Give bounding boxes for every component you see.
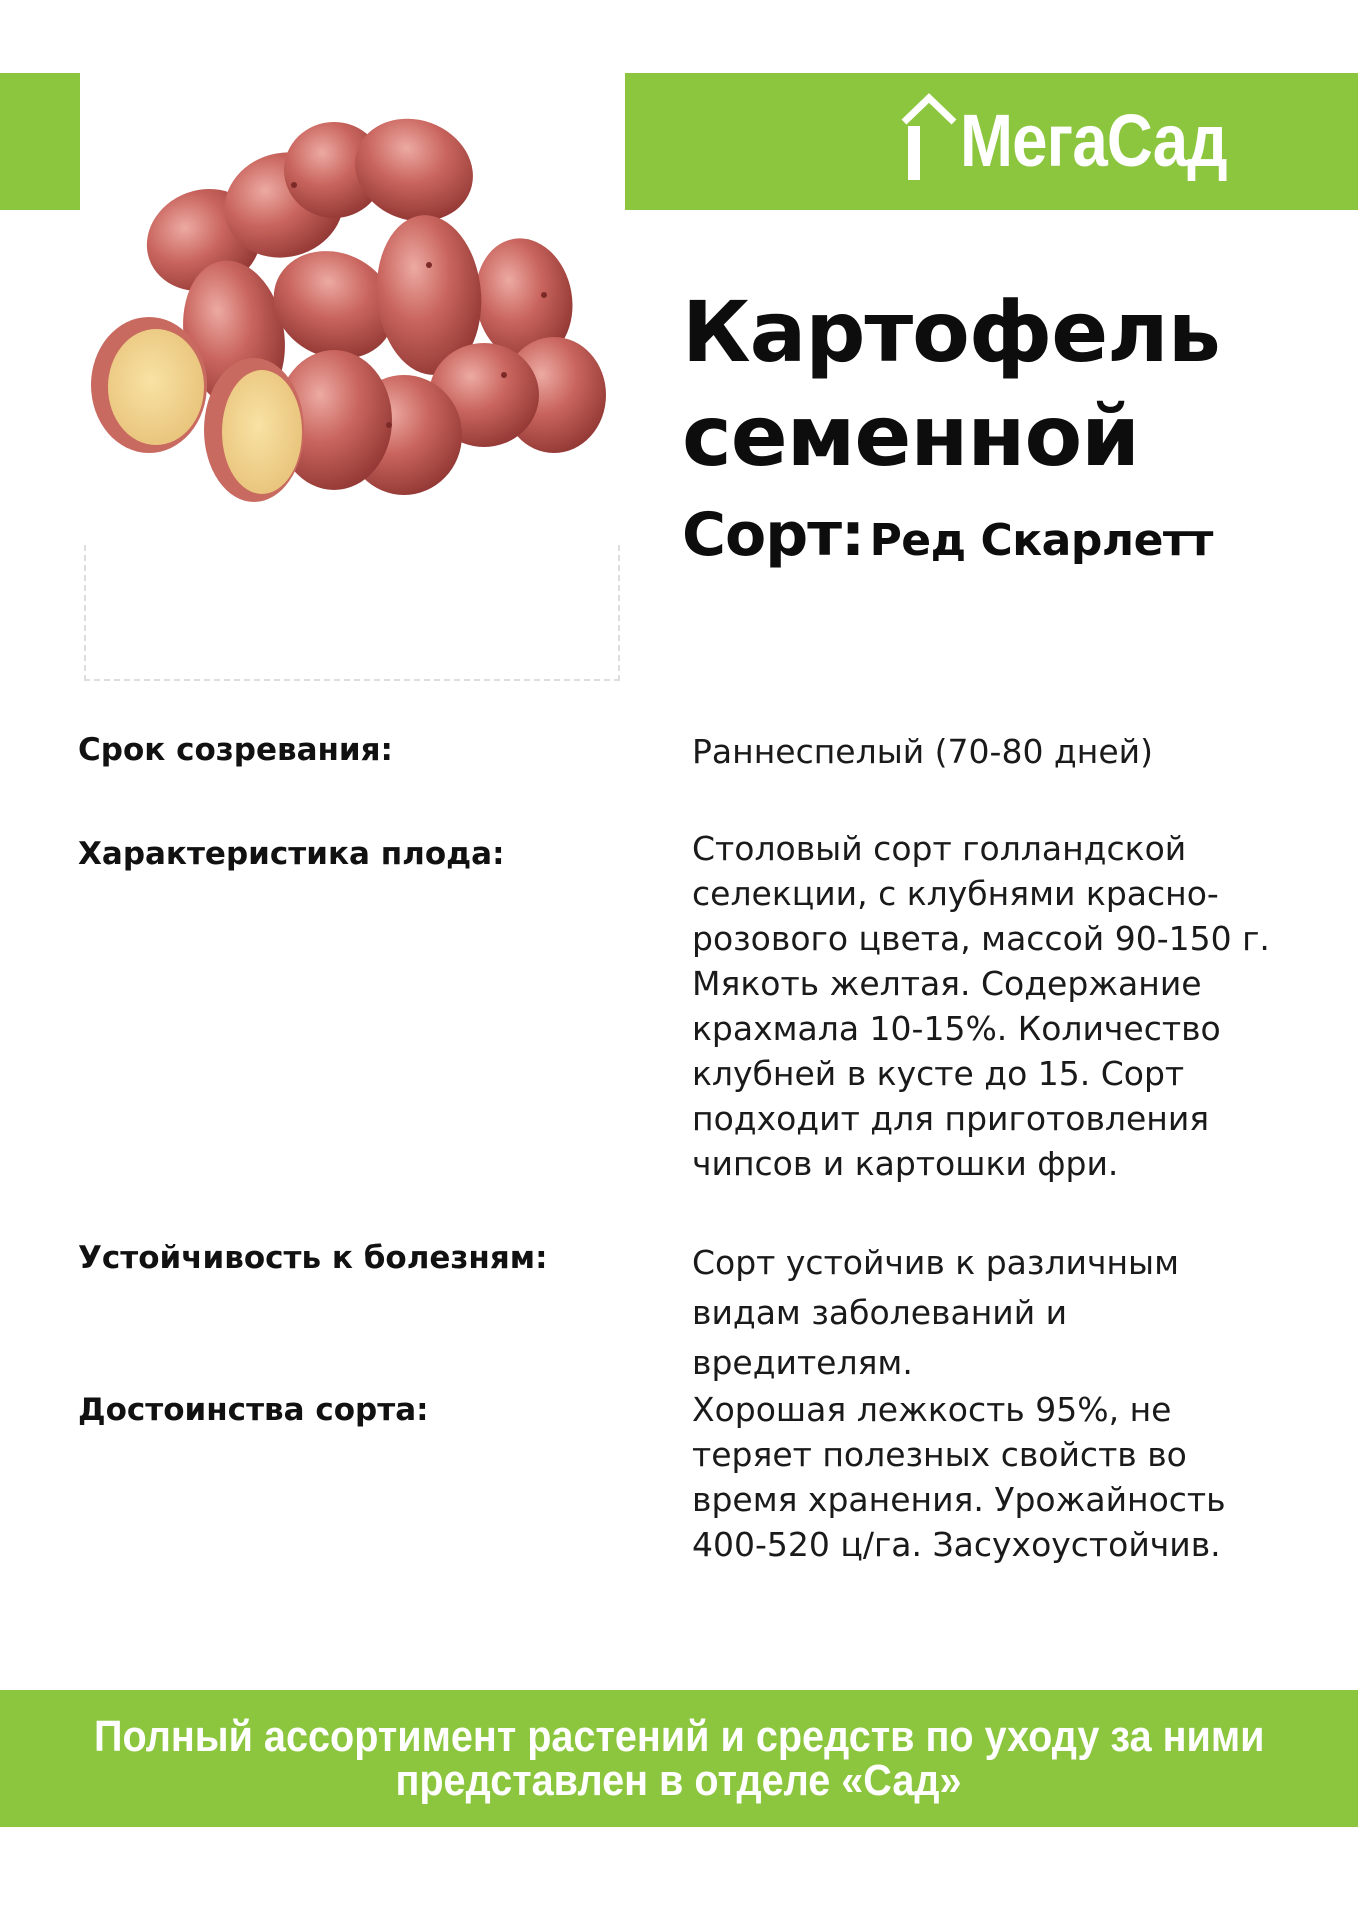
footer-banner xyxy=(0,1690,1358,1827)
spec-value-advantages xyxy=(692,1387,1332,1567)
product-title-line1: Картофель xyxy=(682,283,1220,381)
spec-line: розового цвета, массой 90-150 г. xyxy=(692,919,1270,958)
spec-line: подходит для приготовления xyxy=(692,1099,1210,1138)
spec-value-ripening xyxy=(692,729,1332,774)
spec-line: крахмала 10-15%. Количество xyxy=(692,1009,1221,1048)
spec-line: видам заболеваний и xyxy=(692,1293,1068,1332)
footer-line1: Полный ассортимент растений и средств по уходу за ними xyxy=(93,1711,1265,1761)
spec-line: клубней в кусте до 15. Сорт xyxy=(692,1054,1185,1093)
product-photo xyxy=(84,75,622,685)
potato-photo xyxy=(84,75,622,555)
spec-line: Мякоть желтая. Содержание xyxy=(692,964,1202,1003)
spec-line: Столовый сорт голландской xyxy=(692,829,1187,868)
spec-label-advantages: Достоинства сорта: xyxy=(78,1392,429,1428)
product-title-line2: семенной xyxy=(682,387,1140,485)
brand-name: МегаСад xyxy=(960,98,1227,182)
spec-line: Раннеспелый (70-80 дней) xyxy=(692,732,1153,771)
spec-line: время хранения. Урожайность xyxy=(692,1480,1226,1519)
product-title xyxy=(682,280,1220,488)
product-variety xyxy=(682,500,1213,570)
spec-label-ripening: Срок созревания: xyxy=(78,732,393,768)
variety-label: Сорт: xyxy=(682,500,864,570)
spec-line: селекции, с клубнями красно- xyxy=(692,874,1219,913)
variety-value: Ред Скарлетт xyxy=(869,515,1213,566)
spec-line: Хорошая лежкость 95%, не xyxy=(692,1390,1172,1429)
photo-frame xyxy=(84,545,620,681)
spec-line: чипсов и картошки фри. xyxy=(692,1144,1119,1183)
brand-logo xyxy=(900,85,1270,195)
spec-value-disease xyxy=(692,1238,1332,1388)
spec-line: Сорт устойчив к различным xyxy=(692,1243,1180,1282)
spec-line: 400-520 ц/га. Засухоустойчив. xyxy=(692,1525,1221,1564)
spec-line: теряет полезных свойств во xyxy=(692,1435,1187,1474)
house-icon xyxy=(900,92,958,188)
spec-label-disease: Устойчивость к болезням: xyxy=(78,1240,548,1276)
spec-label-fruit: Характеристика плода: xyxy=(78,836,505,872)
spec-value-fruit xyxy=(692,826,1332,1186)
header-green-bar-left xyxy=(0,73,80,210)
spec-line: вредителям. xyxy=(692,1343,913,1382)
footer-line2: представлен в отделе «Сад» xyxy=(395,1755,963,1805)
